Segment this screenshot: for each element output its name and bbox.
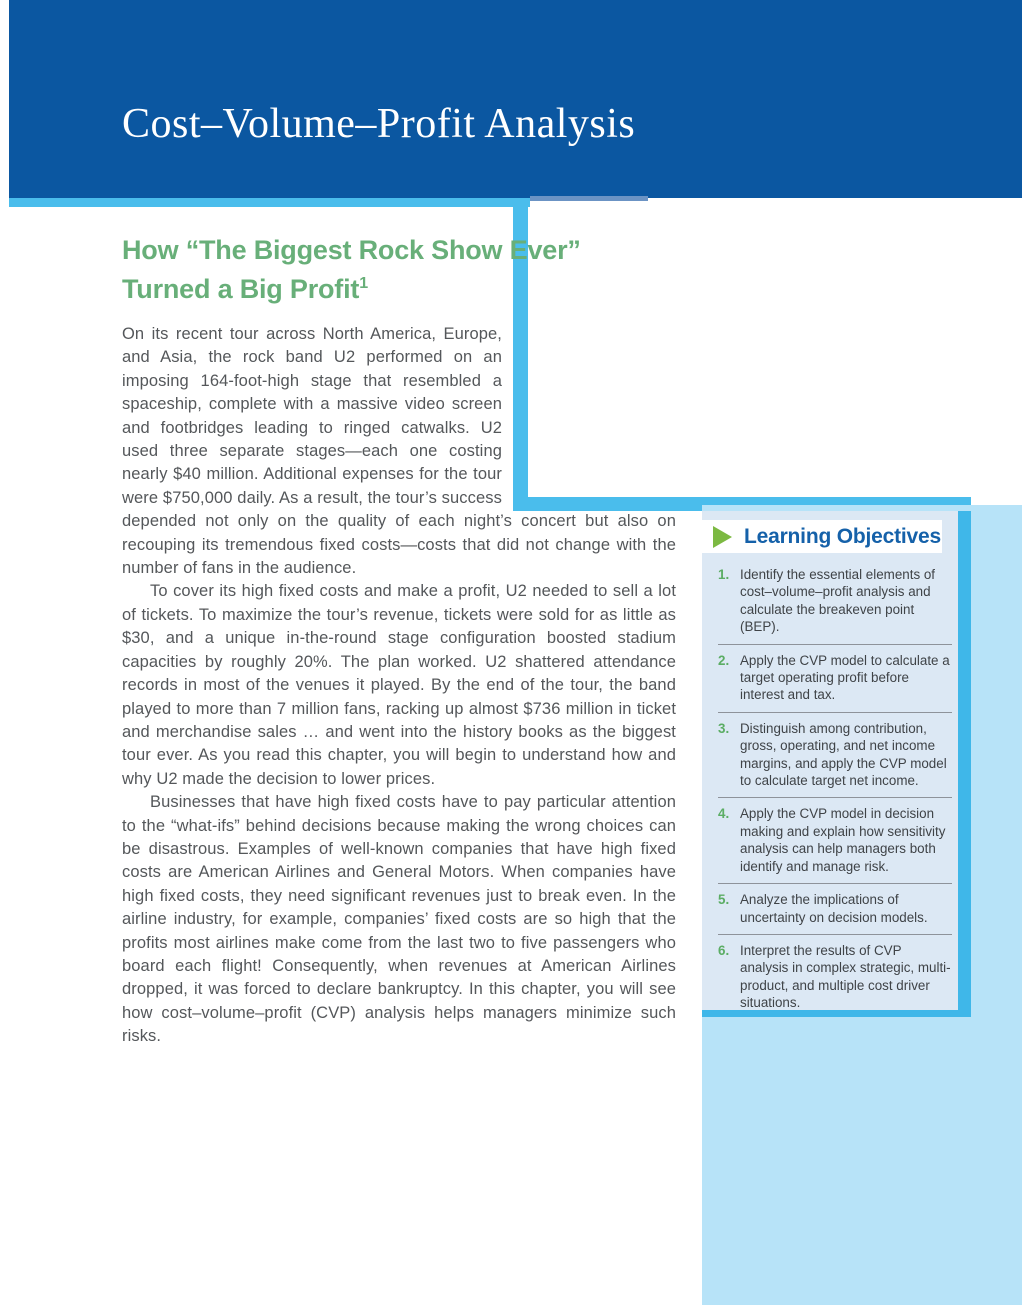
objective-number: 3. (718, 720, 730, 736)
objective-item (718, 934, 952, 1020)
learning-objectives-panel (702, 511, 971, 1017)
story-heading-line1: How “The Biggest Rock Show Ever” (122, 235, 581, 265)
banner-accent-strip (9, 198, 530, 207)
objective-number: 2. (718, 652, 730, 668)
learning-objectives-list (702, 559, 958, 1020)
objective-number: 1. (718, 567, 730, 582)
objective-number: 5. (718, 892, 730, 908)
photo-edge-line (530, 196, 648, 201)
objective-item (718, 644, 952, 712)
story-heading (122, 233, 676, 306)
objective-item (718, 883, 952, 934)
objective-text: Interpret the results of CVP analysis in complex strategic, multi-product, and multiple cost driver situations. (740, 942, 951, 1011)
chapter-title: Cost–Volume–Profit Analysis (122, 101, 636, 147)
objective-text: Apply the CVP model to calculate a target operating profit before interest and tax. (740, 652, 950, 703)
chapter-banner (9, 0, 1022, 198)
story-paragraph: Businesses that have high fixed costs have to pay particular attention to the “what-ifs” behind decisions because making the wrong choices can be disastrous. Examples of well-known companies that have high fixed costs are American Airlines and General Motors. When companies have high fixed costs, they need significant revenues just to break even. In the airline industry, for example, companies’ fixed costs are so high that the profits most airlines make come from the last two to five passengers who board each flight! Consequently, when revenues at American Airlines dropped, it was forced to declare bankruptcy. In this chapter, you will see how cost–volume–profit (CVP) analysis helps managers minimize such risks. (122, 793, 676, 1046)
story-body (122, 323, 676, 1049)
learning-objectives-title: Learning Objectives (744, 525, 941, 548)
story-paragraph: On its recent tour across North America, Europe, and Asia, the rock band U2 performed on an imposing 164-foot-high stage that resembled a spaceship, complete with a massive video screen and footbridges leading to ringed catwalks. U2 used three separate stages—each one costing nearly $40 million. Additional expenses for the tour were $750,000 daily. As a result, the tour’s success depended not only on the quality of each night’s concert but also on recouping its tremendous fixed costs—costs that did not change with the number of fans in the audience. (122, 325, 676, 578)
objective-item (718, 797, 952, 883)
objective-text: Apply the CVP model in decision making and explain how sensitivity analysis can help managers both identify and manage risk. (740, 806, 946, 874)
objective-number: 6. (718, 942, 730, 958)
photo-placeholder (502, 323, 676, 510)
story-heading-line2: Turned a Big Profit (122, 274, 360, 304)
objective-number: 4. (718, 806, 730, 822)
objective-text: Identify the essential elements of cost–volume–profit analysis and calculate the breakeven point (BEP). (740, 567, 936, 635)
footnote-marker: 1 (359, 275, 368, 292)
objective-text: Distinguish among contribution, gross, operating, and net income margins, and apply the CVP model to calculate target net income. (740, 720, 947, 789)
objective-item (718, 712, 952, 798)
chapter-opener-story (122, 233, 676, 1049)
play-triangle-icon (713, 526, 732, 548)
learning-objectives-header (702, 520, 942, 553)
story-paragraph: To cover its high fixed costs and make a profit, U2 needed to sell a lot of tickets. To maximize the tour’s revenue, tickets were sold for as little as $30, and a unique in-the-round stage configuration boosted stadium capacities by roughly 20%. The plan worked. U2 shattered attendance records in most of the venues it played. By the end of the tour, the band played to more than 7 million fans, racking up almost $736 million in ticket and merchandise sales … and went into the history books as the biggest tour ever. As you read this chapter, you will begin to understand how and why U2 made the decision to lower prices. (122, 582, 676, 788)
objective-item (718, 559, 952, 644)
objective-text: Analyze the implications of uncertainty on decision models. (740, 892, 928, 925)
